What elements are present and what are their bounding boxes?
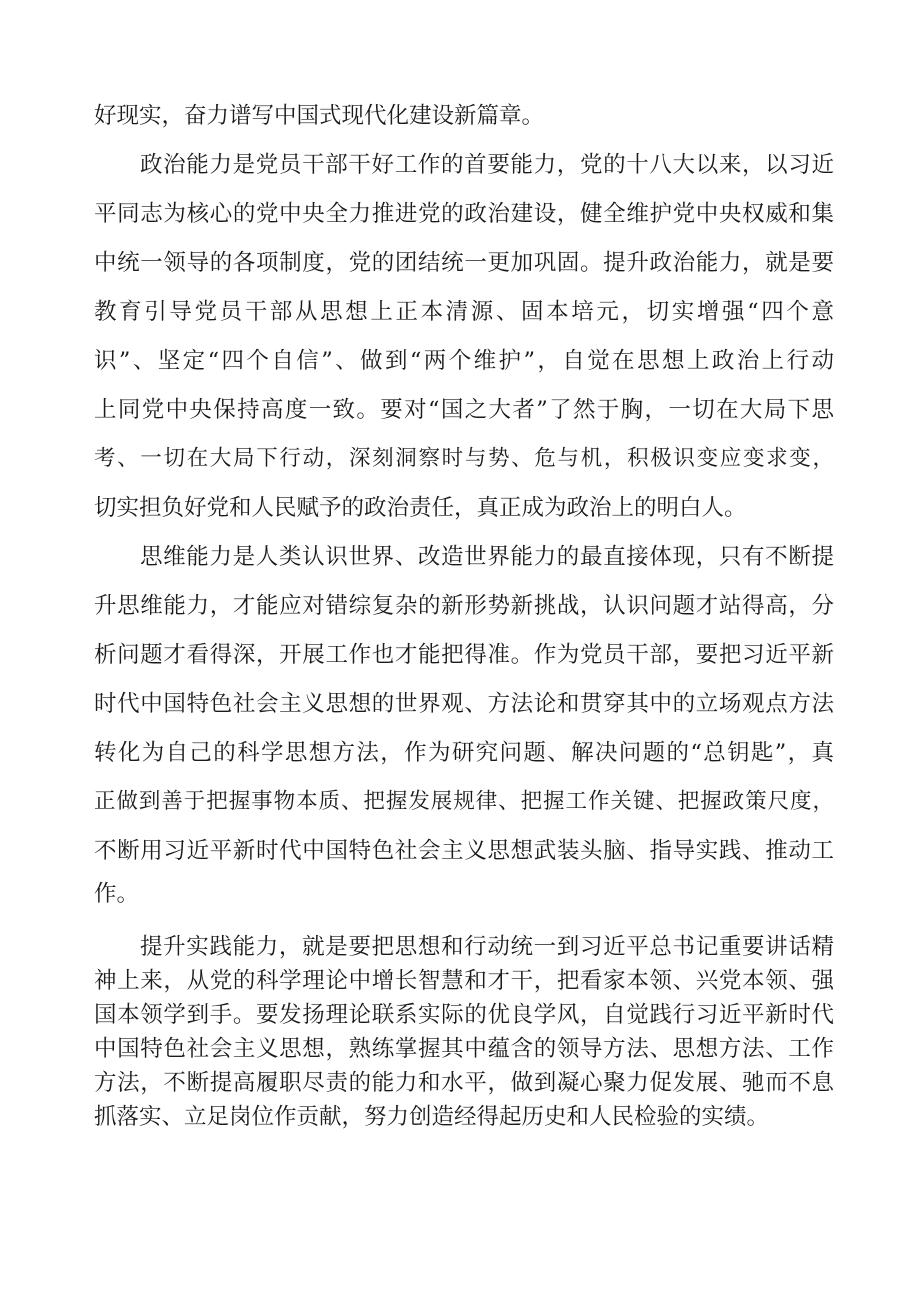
text-line: 方法，不断提高履职尽责的能力和水平，做到凝心聚力促发展、驰而不息 xyxy=(94,1070,834,1096)
text-line: 切实担负好党和人民赋予的政治责任，真正成为政治上的明白人。 xyxy=(94,495,747,521)
text-line: 神上来，从党的科学理论中增长智慧和才干，把看家本领、兴党本领、强 xyxy=(94,968,834,994)
text-line: 中国特色社会主义思想，熟练掌握其中蕴含的领导方法、思想方法、工作 xyxy=(94,1036,834,1062)
text-line: 好现实，奋力谱写中国式现代化建设新篇章。 xyxy=(94,103,545,129)
text-line: 时代中国特色社会主义思想的世界观、方法论和贯穿其中的立场观点方法 xyxy=(94,691,834,717)
text-line: 教育引导党员干部从思想上正本清源、固本培元，切实增强“四个意 xyxy=(94,299,834,325)
text-line: 抓落实、立足岗位作贡献，努力创造经得起历史和人民检验的实绩。 xyxy=(94,1104,770,1130)
text-line: 平同志为核心的党中央全力推进党的政治建设，健全维护党中央权威和集 xyxy=(94,201,834,227)
text-line: 转化为自己的科学思想方法，作为研究问题、解决问题的“总钥匙”，真 xyxy=(94,740,834,766)
text-line: 升思维能力，才能应对错综复杂的新形势新挑战，认识问题才站得高，分 xyxy=(94,593,834,619)
text-line: 不断用习近平新时代中国特色社会主义思想武装头脑、指导实践、推动工 xyxy=(94,838,834,864)
text-line: 作。 xyxy=(94,881,140,907)
text-line: 思维能力是人类认识世界、改造世界能力的最直接体现，只有不断提 xyxy=(140,544,834,570)
text-line: 析问题才看得深，开展工作也才能把得准。作为党员干部，要把习近平新 xyxy=(94,642,834,668)
text-line: 政治能力是党员干部干好工作的首要能力，党的十八大以来，以习近 xyxy=(140,152,834,178)
text-line: 国本领学到手。要发扬理论联系实际的优良学风，自觉践行习近平新时代 xyxy=(94,1002,834,1028)
text-line: 正做到善于把握事物本质、把握发展规律、把握工作关键、把握政策尺度， xyxy=(94,789,834,814)
text-line: 中统一领导的各项制度，党的团结统一更加巩固。提升政治能力，就是要 xyxy=(94,250,834,276)
text-line: 考、一切在大局下行动，深刻洞察时与势、危与机，积极识变应变求变， xyxy=(94,446,834,471)
text-line: 识”、坚定“四个自信”、做到“两个维护”，自觉在思想上政治上行动 xyxy=(94,348,834,374)
text-line: 提升实践能力，就是要把思想和行动统一到习近平总书记重要讲话精 xyxy=(140,934,834,960)
text-line: 上同党中央保持高度一致。要对“国之大者”了然于胸，一切在大局下思 xyxy=(94,397,834,423)
